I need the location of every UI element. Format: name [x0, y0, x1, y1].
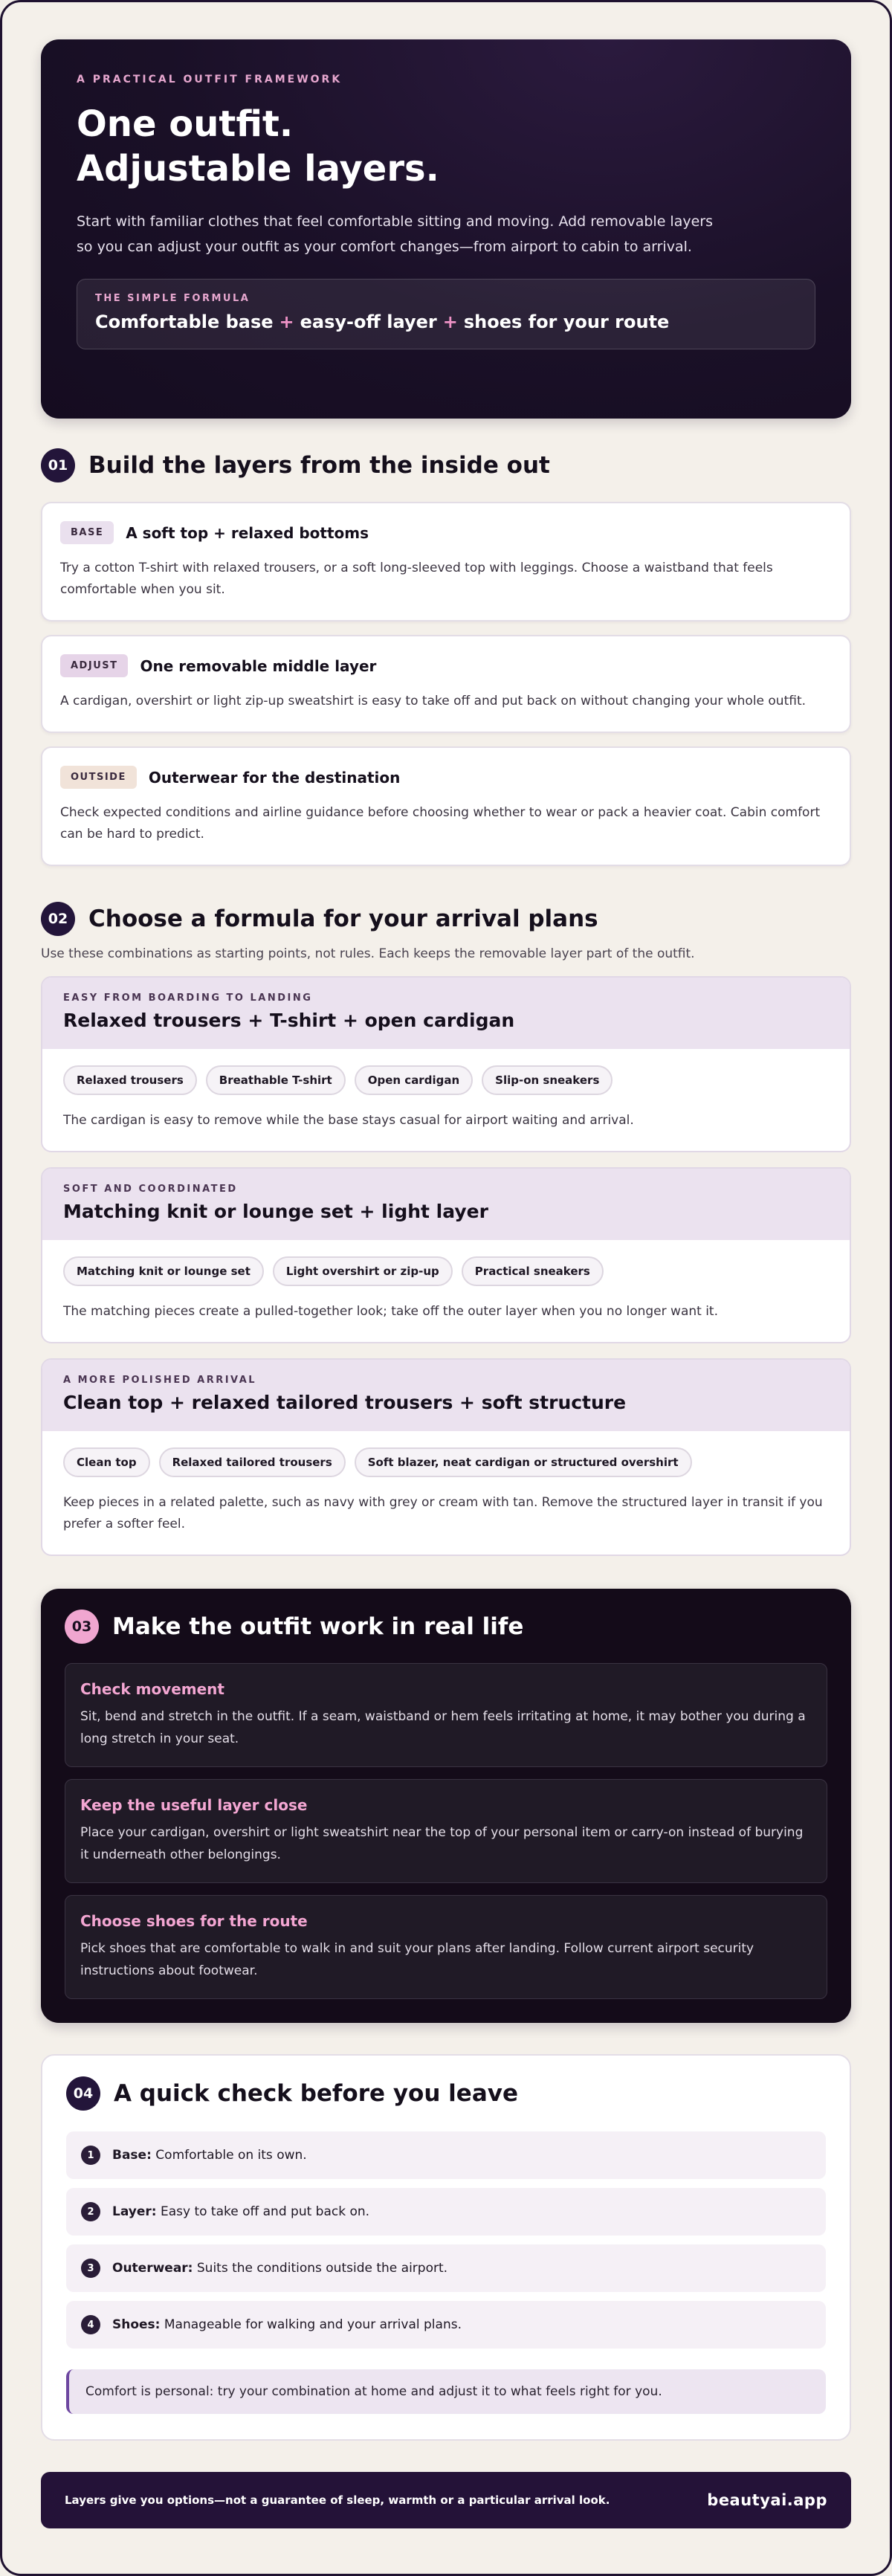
formula-card-note: The cardigan is easy to remove while the base stays casual for airport waiting and arrival.: [63, 1113, 634, 1128]
layer-card-head: [60, 766, 832, 789]
check-item: [66, 2244, 826, 2292]
layer-card-text: A cardigan, overshirt or light zip-up sweatshirt is easy to take off and put back on without changing your whole outfit.: [60, 694, 807, 708]
check-number: 3: [81, 2259, 100, 2278]
layer-card-title: A soft top + relaxed bottoms: [126, 523, 369, 542]
check-item: [66, 2131, 826, 2179]
formula-card-body: [42, 1431, 850, 1555]
tip-list: [65, 1663, 827, 1999]
footer-brand-link[interactable]: beautyai.app: [707, 2491, 827, 2509]
formula-card-title: Relaxed trousers + T-shirt + open cardigan: [63, 1010, 515, 1031]
comfort-note: Comfort is personal: try your combination at home and adjust it to what feels right for you.: [66, 2369, 826, 2414]
section-2-title: Choose a formula for your arrival plans: [88, 906, 598, 932]
check-item: [66, 2188, 826, 2236]
formula-base: Comfortable base: [95, 311, 274, 332]
layer-card-title: One removable middle layer: [140, 656, 377, 675]
check-label: Base:: [112, 2148, 152, 2163]
check-label: Shoes:: [112, 2317, 161, 2332]
tip-card: [65, 1779, 827, 1883]
tip-card: [65, 1895, 827, 1999]
formula-card-eyebrow: A MORE POLISHED ARRIVAL: [63, 1375, 257, 1386]
section-3-header: [65, 1610, 827, 1644]
check-item: [66, 2301, 826, 2349]
chip: Breathable T-shirt: [206, 1065, 346, 1095]
layer-card-head: [60, 654, 832, 677]
chip: Matching knit or lounge set: [63, 1256, 264, 1286]
chip: Relaxed trousers: [63, 1065, 197, 1095]
chip-list: [63, 1065, 829, 1095]
check-number: 2: [81, 2202, 100, 2221]
chip-list: [63, 1256, 829, 1286]
check-desc: Comfortable on its own.: [155, 2148, 307, 2163]
layer-card-head: [60, 521, 832, 544]
check-text: [112, 2148, 307, 2163]
hero-title-line2: Adjustable layers.: [77, 148, 439, 190]
formula-card-note: The matching pieces create a pulled-together look; take off the outer layer when you no longer want it.: [63, 1304, 718, 1319]
real-life-panel: [41, 1589, 851, 2023]
layer-card-title: Outerwear for the destination: [148, 768, 401, 787]
hero-panel: [41, 39, 851, 419]
formula-card-eyebrow: EASY FROM BOARDING TO LANDING: [63, 992, 313, 1004]
section-2-header: [41, 902, 851, 936]
formula-line: [95, 311, 797, 332]
formula-shoes: shoes for your route: [463, 311, 670, 332]
section-1-header: [41, 448, 851, 482]
formula-card-body: [42, 1049, 850, 1151]
layer-card-adjust: [41, 635, 851, 733]
section-2-number: 02: [41, 902, 75, 936]
section-1-title: Build the layers from the inside out: [88, 452, 550, 479]
section-4-number: 04: [66, 2076, 100, 2111]
check-label: Layer:: [112, 2204, 157, 2219]
formula-card-eyebrow: SOFT AND COORDINATED: [63, 1184, 238, 1195]
check-desc: Easy to take off and put back on.: [160, 2204, 370, 2219]
formula-card-body: [42, 1240, 850, 1342]
formula-plus: +: [442, 311, 458, 332]
formula-card-head: [42, 1360, 850, 1431]
page-content: [4, 4, 888, 2528]
formula-card-head: [42, 978, 850, 1049]
formula-card-polished: [41, 1358, 851, 1556]
tip-title: Choose shoes for the route: [80, 1912, 308, 1930]
section-1-number: 01: [41, 448, 75, 482]
formula-card-head: [42, 1169, 850, 1240]
chip: Relaxed tailored trousers: [159, 1447, 346, 1477]
formula-eyebrow: THE SIMPLE FORMULA: [95, 293, 251, 304]
tip-text: Place your cardigan, overshirt or light sweatshirt near the top of your personal item or carry-on instead of burying it underneath other belongings.: [80, 1825, 804, 1862]
check-number: 4: [81, 2315, 100, 2334]
formula-card-title: Clean top + relaxed tailored trousers + soft structure: [63, 1392, 627, 1413]
hero-title: [77, 102, 815, 191]
chip: Practical sneakers: [462, 1256, 604, 1286]
tip-title: Check movement: [80, 1680, 224, 1698]
layer-card-text: Check expected conditions and airline guidance before choosing whether to wear or pack a heavier coat. Cabin comfort can be hard to predict.: [60, 805, 821, 842]
formula-card-easy: [41, 976, 851, 1152]
tip-text: Pick shoes that are comfortable to walk in and suit your plans after landing. Follow current airport security instructions about footwear.: [80, 1941, 754, 1978]
formula-card-soft: [41, 1167, 851, 1343]
hero-title-line1: One outfit.: [77, 103, 294, 145]
tag-adjust: ADJUST: [60, 654, 128, 677]
tag-base: BASE: [60, 521, 114, 544]
hero-intro: Start with familiar clothes that feel comfortable sitting and moving. Add removable layers so you can adjust your outfit as your comfort changes—from airport to cabin to arrival.: [77, 213, 714, 255]
section-4-header: [66, 2076, 826, 2111]
formula-card-note: Keep pieces in a related palette, such as navy with grey or cream with tan. Remove the structured layer in transit if you prefer a softer feel.: [63, 1495, 823, 1531]
check-text: [112, 2261, 447, 2276]
footer-bar: [41, 2472, 851, 2528]
chip: Slip-on sneakers: [482, 1065, 613, 1095]
chip: Soft blazer, neat cardigan or structured overshirt: [355, 1447, 692, 1477]
check-list: [66, 2131, 826, 2349]
check-number: 1: [81, 2146, 100, 2165]
check-desc: Suits the conditions outside the airport.: [196, 2261, 448, 2276]
layer-card-base: [41, 502, 851, 622]
footer-disclaimer: Layers give you options—not a guarantee of sleep, warmth or a particular arrival look.: [65, 2493, 610, 2507]
section-4-title: A quick check before you leave: [114, 2080, 518, 2107]
layer-card-list: [41, 502, 851, 866]
tip-text: Sit, bend and stretch in the outfit. If a seam, waistband or hem feels irritating at home, it may bother you during a long stretch in your seat.: [80, 1709, 806, 1746]
section-2-subtitle: Use these combinations as starting points, not rules. Each keeps the removable layer part of the outfit.: [41, 946, 695, 961]
formula-plus: +: [279, 311, 294, 332]
formula-box: [77, 279, 815, 349]
quick-check-panel: [41, 2054, 851, 2441]
tip-title: Keep the useful layer close: [80, 1796, 308, 1814]
layer-card-outside: [41, 746, 851, 866]
layer-card-text: Try a cotton T-shirt with relaxed trousers, or a soft long-sleeved top with leggings. Choose a waistband that feels comfortable when you sit.: [60, 561, 773, 597]
formula-layer: easy-off layer: [300, 311, 437, 332]
chip: Light overshirt or zip-up: [273, 1256, 453, 1286]
check-label: Outerwear:: [112, 2261, 193, 2276]
chip: Clean top: [63, 1447, 150, 1477]
chip-list: [63, 1447, 829, 1477]
section-3-title: Make the outfit work in real life: [112, 1613, 524, 1640]
check-text: [112, 2204, 369, 2219]
formula-card-title: Matching knit or lounge set + light layer: [63, 1201, 488, 1222]
section-3-number: 03: [65, 1610, 99, 1644]
check-text: [112, 2317, 462, 2332]
tag-outside: OUTSIDE: [60, 766, 137, 789]
tip-card: [65, 1663, 827, 1767]
hero-eyebrow: A PRACTICAL OUTFIT FRAMEWORK: [77, 74, 343, 85]
check-desc: Manageable for walking and your arrival plans.: [164, 2317, 462, 2332]
chip: Open cardigan: [355, 1065, 473, 1095]
